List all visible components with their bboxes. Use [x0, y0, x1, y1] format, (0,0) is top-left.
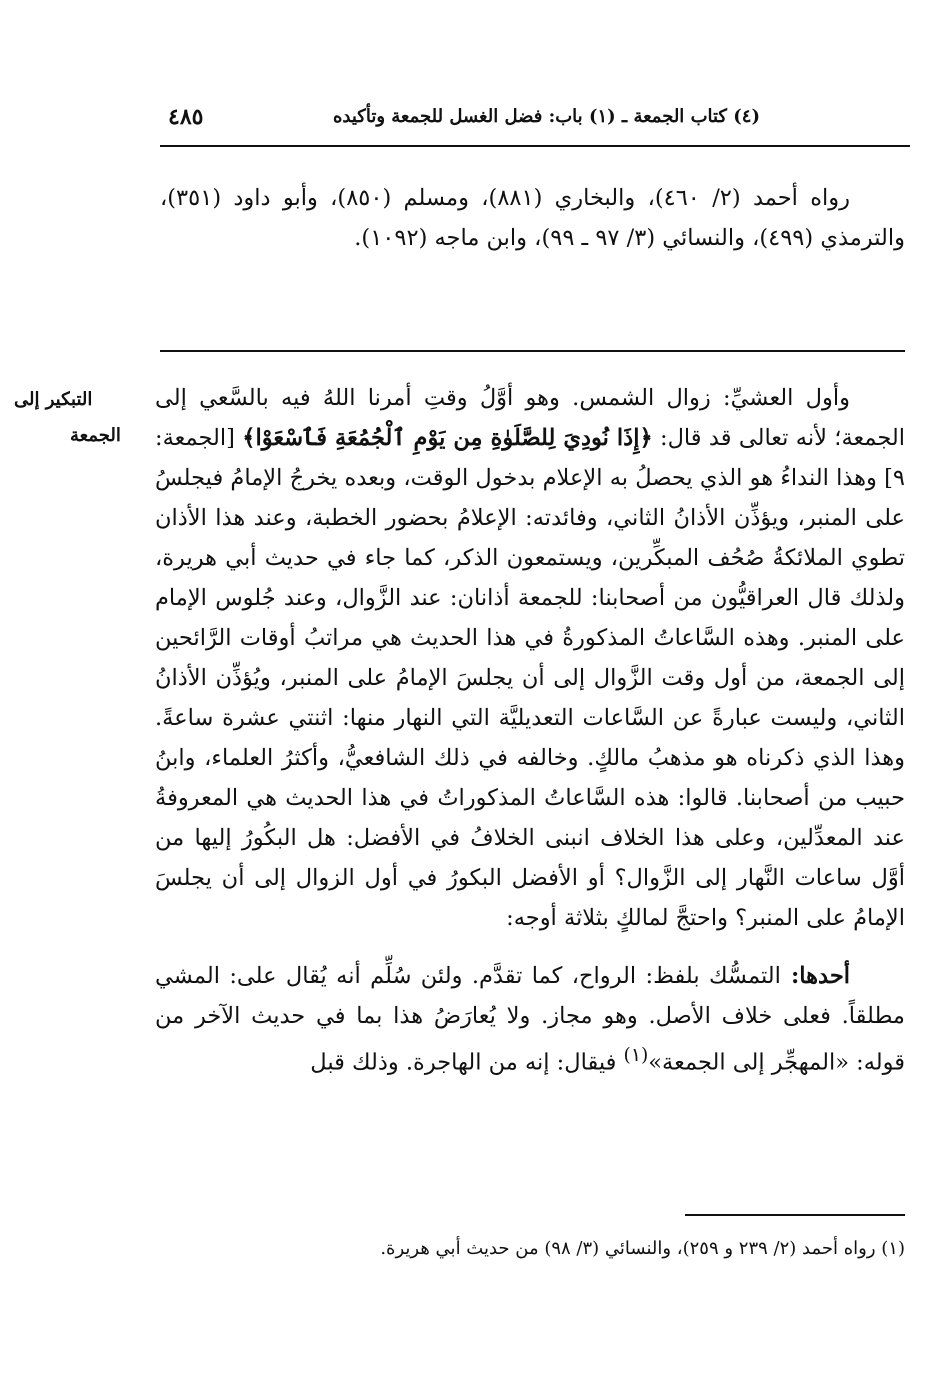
commentary-text: وأول العشيِّ: زوال الشمس. وهو أوَّلُ وقتِ أمرنا اللهُ فيه بالسَّعي إلى الجمعة؛ لأنه تعالى قد قال:: [155, 385, 906, 451]
running-title: (٤) كتاب الجمعة ـ (١) باب: فضل الغسل للجمعة وتأكيده: [332, 106, 760, 127]
reason-text: التمسُّك بلفظ: الرواح، كما تقدَّم. ولئن سُلِّم أنه يُقال على: المشي مطلقاً. فعلى خلاف الأصل. وهو مجاز. ولا يُعارَضُ هذا بما في حديث الآخر من قوله: «المهجِّر إلى الجمعة»: [155, 963, 905, 1076]
side-note-early-arrival: التبكير إلى: [14, 389, 93, 410]
footnote: (١) رواه أحمد (٢/ ٢٣٩ و ٢٥٩)، والنسائي (٣/ ٩٨) من حديث أبي هريرة.: [380, 1238, 905, 1259]
commentary-paragraph-first-reason: [155, 956, 905, 1083]
reason-text-end: فيقال: إنه من الهاجرة. وذلك قبل: [310, 1049, 624, 1076]
side-note-friday: الجمعة: [70, 425, 121, 446]
page-number: ٤٨٥: [168, 104, 204, 130]
footnote-marker: (١): [623, 1045, 649, 1066]
hadith-reference-text: رواه أحمد (٢/ ٤٦٠)، والبخاري (٨٨١)، ومسلم (٨٥٠)، وأبو داود (٣٥١)، والترمذي (٤٩٩)، والنسائي (٣/ ٩٧ ـ ٩٩)، وابن ماجه (١٠٩٢).: [160, 185, 905, 251]
hadith-reference: [160, 178, 905, 258]
quran-verse: ﴿إِذَا نُودِيَ لِلصَّلَوٰةِ مِن يَوْمِ ٱلْجُمُعَةِ فَٱسْعَوْا﴾: [242, 425, 653, 451]
footnote-rule: [685, 1214, 905, 1216]
commentary-paragraph: [155, 378, 905, 938]
section-divider: [160, 350, 905, 352]
commentary-text-continued: [الجمعة: ٩] وهذا النداءُ هو الذي يحصلُ به الإعلام بدخول الوقت، وبعده يخرجُ الإمامُ فيجلسُ على المنبر، ويؤذِّن الأذانُ الثاني، وفائدته: الإعلامُ بحضور الخطبة، وعند هذا الأذان تطوي الملائكةُ صُحُف المبكِّرين، ويستمعون الذكر، كما جاء في حديث أبي هريرة، ولذلك قال العراقيُّون من أصحابنا: للجمعة أذانان: عند الزَّوال، وعند جُلوس الإمام على المنبر. وهذه السَّاعاتُ المذكورةُ في هذا الحديث هي مراتبُ أوقات الرَّائحين إلى الجمعة، من أول وقت الزَّوال إلى أن يجلسَ الإمامُ على المنبر، ويُؤذِّن الأذانُ الثاني، وليست عبارةً عن السَّاعات التعديليَّة التي النهار منها: اثنتي عشرة ساعةً. وهذا الذي ذكرناه هو مذهبُ مالكٍ. وخالفه في ذلك الشافعيُّ، وأكثرُ العلماء، وابنُ حبيب من أصحابنا. قالوا: هذه السَّاعاتُ المذكوراتُ في هذا الحديث هي المعروفةُ عند المعدِّلين، وعلى هذا الخلاف انبنى الخلافُ في الأفضل: هل البكُورُ إليها من أوَّل ساعات النَّهار إلى الزَّوال؟ أو الأفضل البكورُ في أول الزوال إلى أن يجلسَ الإمامُ على المنبر؟ واحتجَّ لمالكٍ بثلاثة أوجه:: [155, 425, 905, 931]
reason-lead: أحدها:: [780, 963, 850, 989]
page-header: [160, 104, 910, 144]
header-rule: [160, 145, 910, 147]
commentary: [155, 378, 905, 1083]
